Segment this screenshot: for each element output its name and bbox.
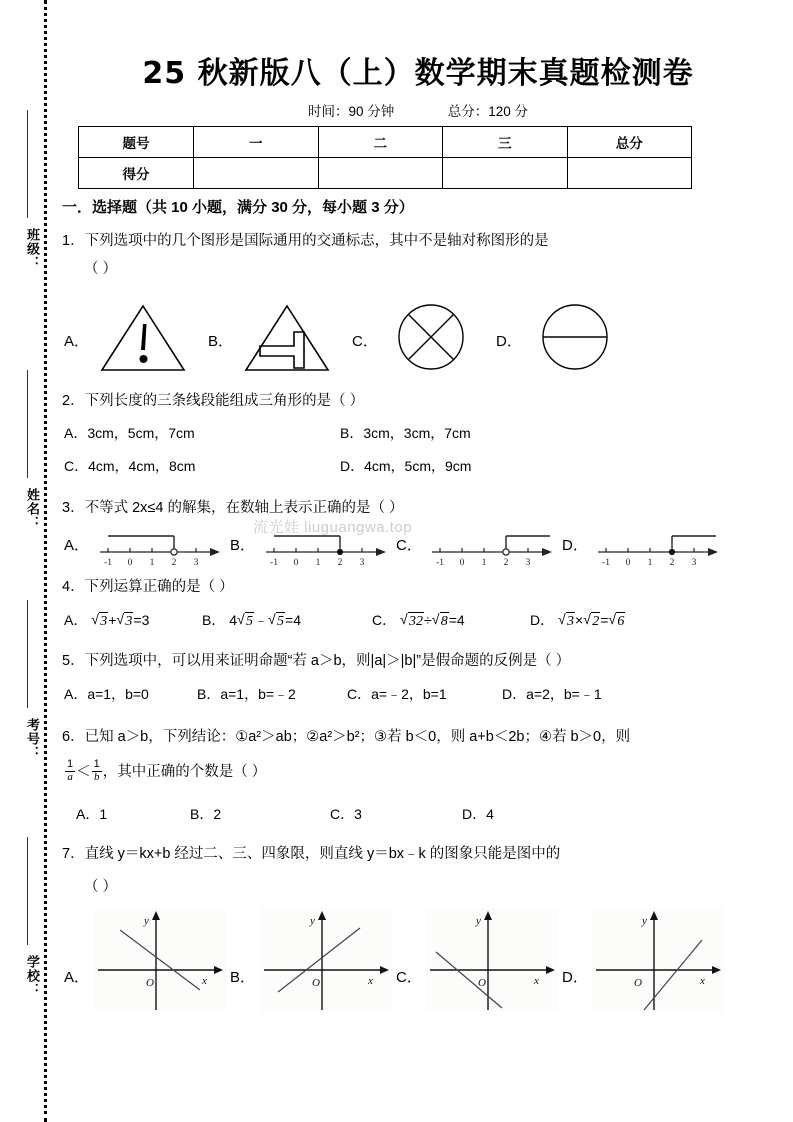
question-1-option-a-label[interactable]: A． bbox=[64, 333, 90, 350]
question-4-number: 4． bbox=[62, 579, 85, 595]
question-6-number: 6． bbox=[62, 729, 85, 745]
question-6-stem-line2 bbox=[64, 760, 266, 784]
question-7-option-c-label[interactable]: C． bbox=[396, 969, 422, 986]
svg-text:O: O bbox=[146, 977, 154, 989]
question-5-stem bbox=[62, 650, 570, 672]
radical-3b: √ 3 bbox=[558, 612, 575, 630]
question-4-option-a-label: A． bbox=[64, 612, 88, 628]
svg-text:-1: -1 bbox=[104, 558, 112, 568]
question-7-option-b-label[interactable]: B． bbox=[230, 969, 256, 986]
svg-text:y: y bbox=[144, 915, 149, 927]
th-question-no: 题号 bbox=[79, 127, 194, 158]
question-7-stem bbox=[62, 843, 560, 865]
question-3-option-b-label[interactable]: B． bbox=[230, 537, 256, 554]
svg-text:-1: -1 bbox=[602, 558, 610, 568]
question-5-option-c[interactable]: C．a=﹣2，b=1 bbox=[347, 686, 447, 702]
question-1-option-b-label[interactable]: B． bbox=[208, 333, 234, 350]
question-4-option-b-label: B． bbox=[202, 612, 226, 628]
question-1-option-c-label[interactable]: C． bbox=[352, 333, 378, 350]
watermark: 流光娃 liuguangwa.top bbox=[253, 519, 413, 536]
question-2-option-a[interactable]: A．3cm，5cm，7cm bbox=[64, 425, 195, 441]
question-3-number: 3． bbox=[62, 500, 85, 516]
svg-text:1: 1 bbox=[647, 558, 653, 568]
traffic-sign-circle-x-icon[interactable] bbox=[386, 300, 476, 374]
question-1-figures bbox=[62, 300, 774, 376]
radical-5: √ 5 bbox=[237, 612, 254, 630]
question-7-figures bbox=[62, 908, 774, 1018]
svg-text:O: O bbox=[478, 977, 486, 989]
svg-text:3: 3 bbox=[525, 558, 531, 568]
question-4-option-c[interactable]: C． √ 32÷ √ 8=4 bbox=[372, 610, 465, 630]
graph-negative-slope-positive-intercept[interactable] bbox=[94, 908, 226, 1012]
traffic-sign-circle-bar-icon[interactable] bbox=[530, 300, 620, 374]
total-score-label: 总分：120 分 bbox=[447, 104, 529, 119]
svg-text:3: 3 bbox=[359, 558, 365, 568]
graph-negative-slope-negative-intercept[interactable] bbox=[426, 908, 558, 1012]
radical-3: √ 3 bbox=[91, 612, 108, 630]
svg-text:x: x bbox=[368, 975, 373, 987]
margin-rule-4 bbox=[27, 837, 28, 945]
svg-text:2: 2 bbox=[337, 558, 343, 568]
margin-rule-1 bbox=[27, 110, 28, 218]
question-6-option-a[interactable]: A．1 bbox=[76, 806, 108, 822]
svg-text:O: O bbox=[634, 977, 642, 989]
question-4-option-b[interactable]: B． 4 √ 5﹣ √ 5=4 bbox=[202, 610, 301, 630]
svg-text:2: 2 bbox=[669, 558, 675, 568]
td-score-3[interactable] bbox=[443, 158, 568, 189]
svg-text:-1: -1 bbox=[270, 558, 278, 568]
question-3-option-d-label[interactable]: D． bbox=[562, 537, 588, 554]
th-part-3: 三 bbox=[443, 127, 568, 158]
question-3-text: 不等式 2x≤4 的解集，在数轴上表示正确的是（ ） bbox=[84, 500, 404, 516]
question-5-option-b[interactable]: B．a=1，b=﹣2 bbox=[197, 686, 296, 702]
question-4-option-d[interactable]: D． √ 3× √ 2= √ 6 bbox=[530, 610, 625, 630]
question-2-option-d[interactable]: D．4cm，5cm，9cm bbox=[340, 458, 472, 474]
svg-text:3: 3 bbox=[691, 558, 697, 568]
svg-text:x: x bbox=[202, 975, 207, 987]
svg-text:y: y bbox=[310, 915, 315, 927]
question-3-figures bbox=[62, 526, 774, 566]
table-row-header bbox=[79, 127, 692, 158]
svg-text:x: x bbox=[534, 975, 539, 987]
radical-32: √ 32 bbox=[400, 612, 424, 630]
question-6-option-c[interactable]: C．3 bbox=[330, 806, 362, 822]
td-score-label: 得分 bbox=[79, 158, 194, 189]
svg-text:x: x bbox=[700, 975, 705, 987]
td-score-1[interactable] bbox=[194, 158, 319, 189]
th-total: 总分 bbox=[567, 127, 692, 158]
question-2-number: 2． bbox=[62, 393, 85, 409]
margin-label-name: 姓名： bbox=[25, 488, 40, 530]
th-part-2: 二 bbox=[318, 127, 443, 158]
question-7-number: 7． bbox=[62, 846, 85, 862]
question-1-number: 1． bbox=[62, 233, 85, 249]
question-1-blank: （ ） bbox=[84, 261, 118, 277]
traffic-sign-exclamation-icon[interactable] bbox=[98, 300, 188, 374]
fraction-one-over-a: $\frac{1}{a}$ bbox=[67, 758, 74, 783]
number-line-closed-left[interactable] bbox=[260, 526, 390, 568]
question-5-number: 5． bbox=[62, 653, 85, 669]
question-1-option-d-label[interactable]: D． bbox=[496, 333, 522, 350]
question-3-option-c-label[interactable]: C． bbox=[396, 537, 422, 554]
margin-label-exam-number: 考号： bbox=[25, 718, 40, 760]
question-7-option-d-label[interactable]: D． bbox=[562, 969, 588, 986]
question-2-text: 下列长度的三条线段能组成三角形的是（ ） bbox=[84, 393, 365, 409]
margin-rule-2 bbox=[27, 370, 28, 478]
binding-dotted-line bbox=[44, 0, 47, 1122]
question-6-text: 已知 a＞b，下列结论：①a²＞ab；②a²＞b²；③若 b＜0，则 a+b＜2b；④若 b＞0，则 bbox=[84, 729, 631, 745]
exam-meta bbox=[62, 100, 774, 120]
content-column bbox=[62, 0, 774, 1122]
svg-text:1: 1 bbox=[481, 558, 487, 568]
svg-text:-1: -1 bbox=[436, 558, 444, 568]
question-2-stem bbox=[62, 390, 364, 412]
question-2-option-c[interactable]: C．4cm，4cm，8cm bbox=[64, 458, 196, 474]
svg-text:0: 0 bbox=[625, 558, 631, 568]
svg-text:1: 1 bbox=[315, 558, 321, 568]
question-1-text: 下列选项中的几个图形是国际通用的交通标志，其中不是轴对称图形的是 bbox=[84, 233, 549, 249]
question-6-relation: ＜ bbox=[76, 763, 91, 780]
question-4-text: 下列运算正确的是（ ） bbox=[84, 579, 234, 595]
margin-label-class: 班级： bbox=[25, 228, 40, 270]
th-part-1: 一 bbox=[194, 127, 319, 158]
score-table bbox=[78, 126, 692, 189]
question-5-text: 下列选项中，可以用来证明命题“若 a＞b，则|a|＞|b|”是假命题的反例是（ ） bbox=[84, 653, 571, 669]
question-7-blank: （ ） bbox=[84, 879, 118, 895]
question-7-option-a-label[interactable]: A． bbox=[64, 969, 90, 986]
svg-text:0: 0 bbox=[459, 558, 465, 568]
question-5-option-d[interactable]: D．a=2，b=﹣1 bbox=[502, 686, 602, 702]
question-4-option-c-label: C． bbox=[372, 612, 397, 628]
question-6-tail: ，其中正确的个数是（ ） bbox=[102, 763, 267, 780]
graph-positive-slope-positive-intercept[interactable] bbox=[260, 908, 392, 1012]
svg-text:0: 0 bbox=[293, 558, 299, 568]
question-3-stem bbox=[62, 497, 404, 519]
number-line-closed-right[interactable] bbox=[592, 526, 722, 568]
question-5-option-a[interactable]: A．a=1，b=0 bbox=[64, 686, 149, 702]
question-1-stem bbox=[62, 230, 549, 252]
fraction-one-over-b: $\frac{1}{b}$ bbox=[93, 758, 100, 783]
graph-positive-slope-negative-intercept[interactable] bbox=[592, 908, 724, 1012]
question-6-option-d[interactable]: D．4 bbox=[462, 806, 494, 822]
svg-text:y: y bbox=[642, 915, 647, 927]
td-score-2[interactable] bbox=[318, 158, 443, 189]
svg-text:3: 3 bbox=[193, 558, 199, 568]
question-4-option-a[interactable]: A． √ 3+ √ 3=3 bbox=[64, 610, 149, 630]
table-row-score bbox=[79, 158, 692, 189]
question-2-option-b[interactable]: B．3cm，3cm，7cm bbox=[340, 425, 471, 441]
section-heading-choice: 一．选择题（共 10 小题，满分 30 分，每小题 3 分） bbox=[62, 199, 414, 216]
question-6-stem-line1 bbox=[62, 726, 630, 748]
question-6-option-b[interactable]: B．2 bbox=[190, 806, 222, 822]
svg-text:1: 1 bbox=[149, 558, 155, 568]
margin-label-school: 学校： bbox=[25, 955, 40, 997]
td-score-total[interactable] bbox=[567, 158, 692, 189]
question-4-option-d-label: D． bbox=[530, 612, 555, 628]
svg-text:O: O bbox=[312, 977, 320, 989]
traffic-sign-t-junction-icon[interactable] bbox=[242, 300, 332, 374]
svg-text:y: y bbox=[476, 915, 481, 927]
svg-text:0: 0 bbox=[127, 558, 133, 568]
svg-text:2: 2 bbox=[171, 558, 177, 568]
number-line-open-left[interactable] bbox=[94, 526, 224, 568]
question-3-option-a-label[interactable]: A． bbox=[64, 537, 90, 554]
time-label: 时间：90 分钟 bbox=[307, 104, 395, 119]
number-line-open-right[interactable] bbox=[426, 526, 556, 568]
question-4-stem bbox=[62, 576, 234, 598]
margin-rule-3 bbox=[27, 600, 28, 708]
svg-text:2: 2 bbox=[503, 558, 509, 568]
page-title: 25 秋新版八（上）数学期末真题检测卷 bbox=[142, 56, 694, 91]
question-7-text: 直线 y＝kx+b 经过二、三、四象限，则直线 y＝bx﹣k 的图象只能是图中的 bbox=[84, 846, 561, 862]
